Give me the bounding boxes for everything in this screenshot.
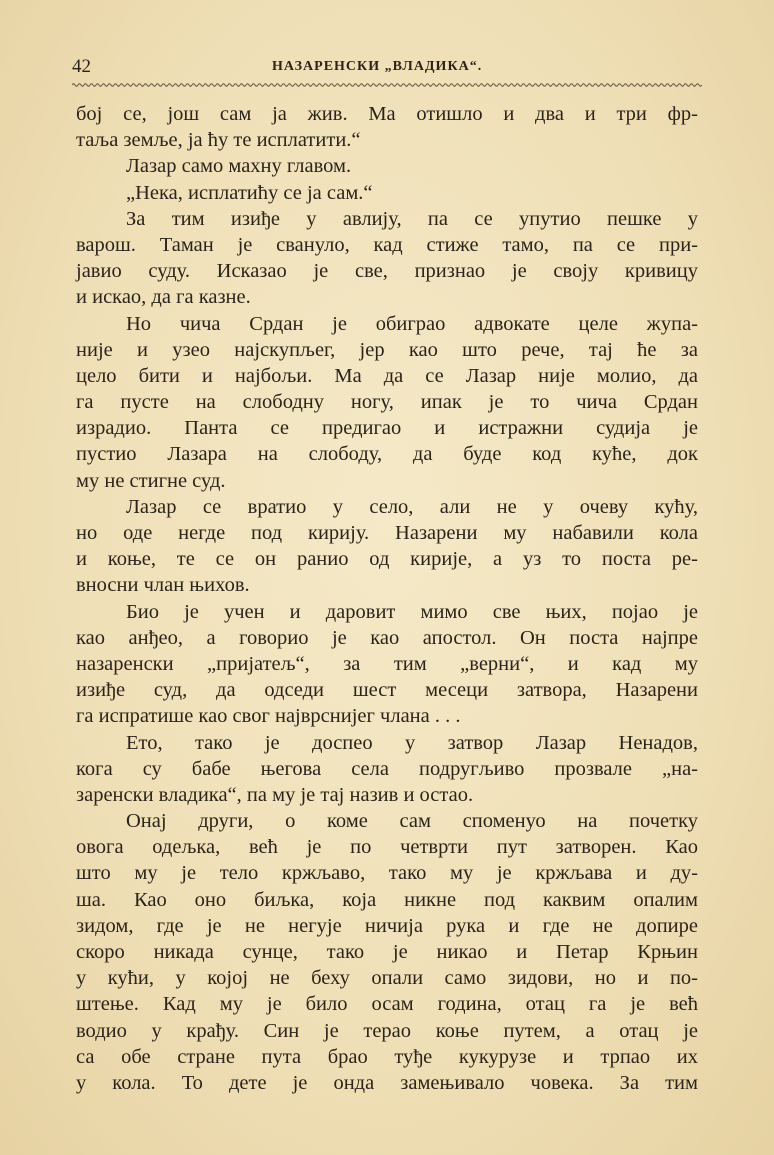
text-line: га испратише као свог најврснијег члана . . . [76, 705, 461, 728]
text-line: израдио. Панта се предигао и истражни судија је [76, 417, 698, 440]
text-line: као анђео, а говорио је као апостол. Он поста најпре [76, 626, 698, 649]
text-line: штење. Кад му је било осам година, отац га је већ [76, 993, 698, 1016]
text-line: заренски владика“, па му је тај назив и остао. [76, 783, 474, 806]
body-text [76, 101, 698, 1096]
text-line: јавио суду. Исказао је све, признао је своју кривицу [76, 260, 698, 283]
text-line: пустио Лазара на слободу, да буде код куће, док [76, 443, 698, 466]
text-line: скоро никада сунце, тако је никао и Петар Крњин [76, 941, 698, 963]
text-line: зидом, где је не негује ничија рука и где не допире [76, 914, 698, 937]
page-header [72, 56, 702, 82]
text-line: назаренски „пријатељ“, за тим „верни“, и кад му [76, 652, 698, 675]
text-line: водио у крађу. Син је терао коње путем, а отац је [76, 1019, 698, 1042]
text-line: Био је учен и даровит мимо све њих, појао је [126, 600, 698, 623]
text-line: цело бити и најбољи. Ма да се Лазар није молио, да [76, 364, 698, 387]
text-line: Онај други, о коме сам споменуо на почетку [126, 810, 698, 833]
text-line: бој се, још сам ја жив. Ма отишло и два и три фр- [76, 103, 698, 125]
text-line: изиђе суд, да одседи шест месеци затвора, Назарени [76, 679, 698, 702]
text-line: са обе стране пута брао туђе кукурузе и трпао их [76, 1045, 698, 1068]
text-line: варош. Таман је свануло, кад стиже тамо, па се при- [76, 233, 698, 256]
text-line: што му је тело кржљаво, тако му је кржљава и ду- [76, 862, 698, 885]
text-line: и коње, те се он ранио од кирије, а уз то поста ре- [76, 548, 698, 571]
text-line: и искао, да га казне. [76, 286, 251, 309]
text-line: овога одељка, већ је по четврти пут затворен. Као [76, 836, 698, 859]
text-line: „Нека, исплатићу се ја сам.“ [126, 181, 373, 204]
text-line: таља земље, ја ћу те исплатити.“ [76, 129, 361, 152]
text-line: За тим изиђе у авлију, па се упутио пешке у [126, 207, 698, 230]
text-line: ша. Као оно биљка, која никне под каквим опалим [76, 888, 698, 911]
text-line: но оде негде под кирију. Назарени му набавили кола [76, 522, 698, 544]
text-line: није и узео најскупљег, јер као што рече, тај ће за [76, 338, 698, 361]
page-number: 42 [72, 56, 91, 77]
text-line: Лазар се вратио у село, али не у очеву кућу, [126, 495, 698, 518]
text-line: у кола. То дете је онда замењивало човека. За тим [76, 1071, 698, 1094]
running-title: НАЗАРЕНСКИ „ВЛАДИКА“. [272, 59, 483, 74]
text-line: кога су бабе његова села подругљиво прозвале „на- [76, 757, 698, 780]
text-line: Но чича Срдан је обиграо адвокате целе жупа- [126, 312, 698, 335]
text-line: му не стигне суд. [76, 469, 226, 492]
text-line: га пусте на слободну ногу, ипак је то чича Срдан [76, 391, 698, 414]
header-wavy-rule [72, 82, 702, 88]
text-line: Лазар само махну главом. [126, 155, 352, 178]
text-line: вносни члан њихов. [76, 574, 250, 597]
text-line: Ето, тако је доспео у затвор Лазар Ненадов, [126, 731, 698, 754]
text-line: у кући, у којој не беху опали само зидови, но и по- [76, 967, 698, 990]
